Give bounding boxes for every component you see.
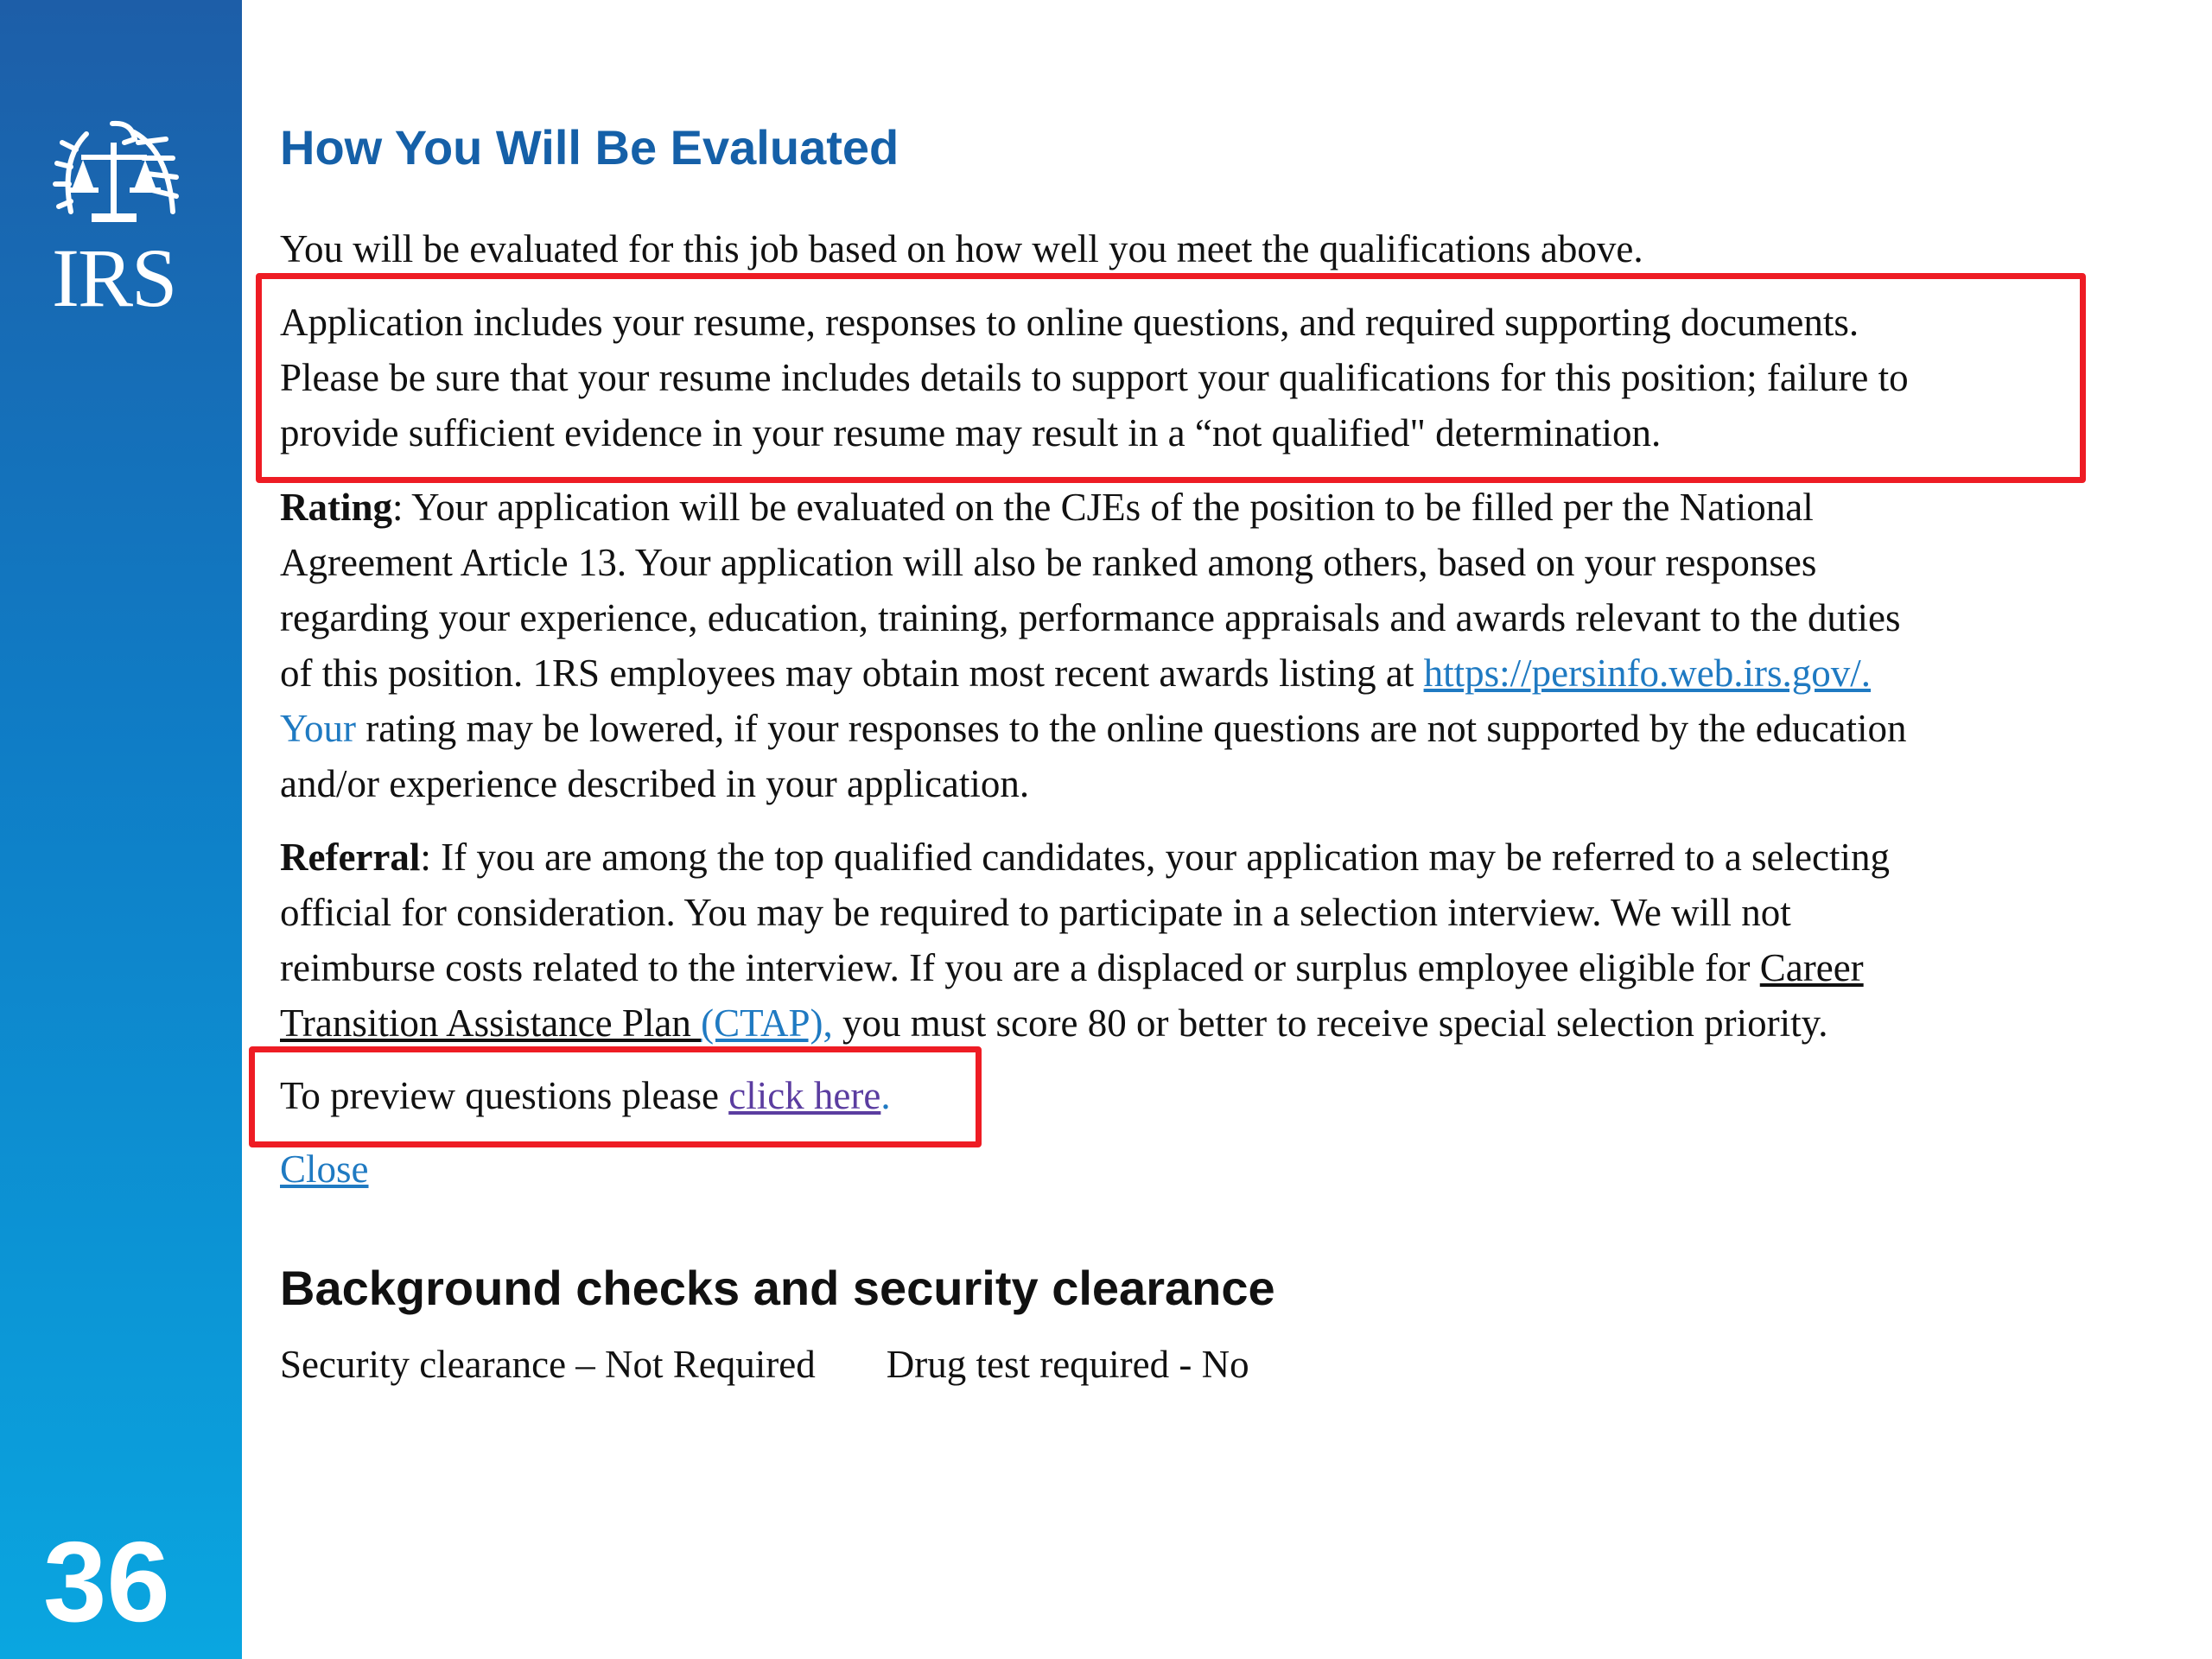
referral-line	[280, 940, 2112, 995]
highlight-box-preview	[249, 1046, 982, 1147]
section-heading: How You Will Be Evaluated	[280, 120, 899, 175]
rating-text: : Your application will be evaluated on the CJEs of the position to be filled per the National	[392, 486, 1814, 529]
rating-paragraph	[280, 480, 2112, 811]
application-line: Please be sure that your resume includes details to support your qualifications for this position; failure to	[280, 356, 1909, 399]
rating-line: regarding your experience, education, training, performance appraisals and awards relevant to the duties	[280, 596, 1901, 639]
referral-text: reimburse costs related to the interview. If you are a displaced or surplus employee eligible for	[280, 946, 1760, 989]
ctap-name-link[interactable]: Transition Assistance Plan	[280, 1001, 702, 1045]
sidebar	[0, 0, 242, 1659]
irs-eagle-scales-icon	[52, 117, 181, 233]
slide-number: 36	[43, 1518, 170, 1645]
persinfo-link[interactable]: https://persinfo.web.irs.gov/.	[1423, 652, 1872, 695]
referral-label: Referral	[280, 836, 421, 879]
referral-line	[280, 830, 2112, 885]
rating-text: rating may be lowered, if your responses to the online questions are not supported by the education	[355, 707, 1907, 750]
intro-text: You will be evaluated for this job based on how well you meet the qualifications above.	[280, 227, 1643, 270]
application-line: Application includes your resume, responses to online questions, and required supporting documents.	[280, 301, 1859, 344]
preview-label: To preview questions please	[280, 1074, 729, 1117]
rating-line	[280, 701, 2112, 756]
close-paragraph	[280, 1141, 2112, 1197]
your-link-text[interactable]: Your	[280, 707, 356, 750]
preview-period: .	[880, 1074, 891, 1117]
click-here-link[interactable]: click here	[728, 1074, 881, 1117]
referral-text: you must score 80 or better to receive special selection priority.	[832, 1001, 1828, 1045]
rating-line: and/or experience described in your application.	[280, 762, 1030, 805]
security-clearance-text: Security clearance – Not Required	[280, 1343, 816, 1386]
referral-line	[280, 995, 2112, 1051]
referral-paragraph	[280, 830, 2112, 1051]
application-line: provide sufficient evidence in your resume may result in a “not qualified" determination.	[280, 411, 1662, 454]
referral-text: : If you are among the top qualified candidates, your application may be referred to a selecting	[420, 836, 1890, 879]
rating-line: Agreement Article 13. Your application will also be ranked among others, based on your responses	[280, 541, 1817, 584]
background-info	[280, 1337, 2112, 1392]
highlight-box-application	[256, 273, 2086, 483]
rating-label: Rating	[280, 486, 393, 529]
rating-line	[280, 645, 2112, 701]
ctap-link[interactable]: (CTAP),	[701, 1001, 833, 1045]
rating-line	[280, 480, 2112, 535]
drug-test-text: Drug test required - No	[886, 1343, 1249, 1386]
close-link[interactable]: Close	[280, 1147, 369, 1191]
logo-text: IRS	[52, 232, 176, 324]
referral-line: official for consideration. You may be required to participate in a selection interview. We will not	[280, 891, 1791, 934]
irs-logo	[52, 117, 190, 324]
background-heading: Background checks and security clearance	[280, 1261, 1275, 1315]
rating-text: of this position. 1RS employees may obtain most recent awards listing at	[280, 652, 1424, 695]
career-link[interactable]: Career	[1759, 946, 1864, 989]
